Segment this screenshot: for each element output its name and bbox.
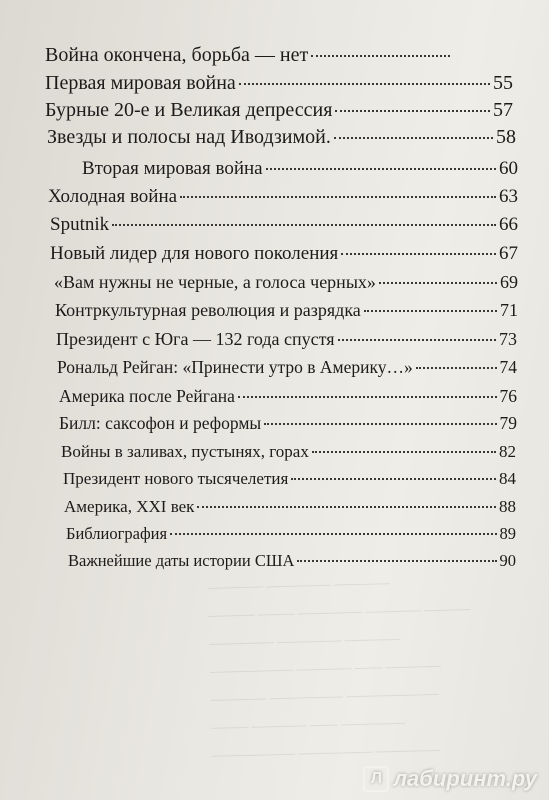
leader-dots: [238, 396, 497, 398]
toc-entry: Президент с Юга — 132 года спустя 73: [56, 329, 517, 349]
toc-entry: Война окончена, борьба — нет: [45, 44, 453, 67]
show-through-text: ────── ─────── ────── ───── ──── ─────── ────── ───── ─────── ─────── ────── ───────── ────── ─── ────── ────── ──────── ────────── ──── ────── ─── ─────── ───────── ──────── ───────: [207, 575, 471, 764]
toc-entry: «Вам нужны не черные, а голоса черных» 69: [54, 272, 518, 292]
leader-dots: [338, 339, 496, 341]
labirint-logo-icon: Л: [363, 766, 389, 792]
toc-entry: Рональд Рейган: «Принести утро в Америку…» 74: [57, 357, 517, 377]
toc-entry: Контркультурная революция и разрядка 71: [55, 300, 518, 320]
toc-entry: Америка после Рейгана 76: [59, 386, 517, 406]
toc-entry: Первая мировая война 55: [45, 72, 513, 94]
toc-entry: Бурные 20-е и Великая депрессия 57: [45, 99, 513, 121]
leader-dots: [197, 506, 496, 508]
toc-entry: Америка, XXI век 88: [64, 497, 516, 516]
leader-dots: [291, 478, 496, 480]
leader-dots: [334, 137, 493, 139]
leader-dots: [180, 196, 496, 198]
toc-entry: Важнейшие даты истории США 90: [68, 551, 516, 570]
leader-dots: [416, 367, 497, 369]
toc-entry: Sputnik 66: [50, 214, 518, 235]
leader-dots: [266, 168, 496, 170]
toc-entry: Новый лидер для нового поколения 67: [50, 243, 518, 264]
toc-entry: Билл: саксофон и реформы 79: [59, 413, 517, 433]
toc-entry: Звезды и полосы над Иводзимой. 58: [47, 126, 516, 148]
toc-entry: Президент нового тысячелетия 84: [63, 469, 516, 488]
toc-entry: Библиография 89: [66, 524, 516, 543]
leader-dots: [170, 533, 496, 535]
leader-dots: [239, 83, 490, 85]
leader-dots: [364, 310, 497, 312]
leader-dots: [112, 224, 496, 226]
labirint-watermark: [363, 766, 537, 792]
leader-dots: [341, 253, 496, 255]
toc-entry: Вторая мировая война 60: [82, 158, 518, 179]
leader-dots: [335, 110, 490, 112]
leader-dots: [311, 55, 450, 57]
leader-dots: [379, 282, 497, 284]
leader-dots: [297, 560, 496, 562]
leader-dots: [312, 451, 496, 453]
leader-dots: [264, 423, 496, 425]
watermark-text: лабиринт.ру: [393, 766, 537, 791]
toc-entry: Войны в заливах, пустынях, горах 82: [61, 442, 516, 461]
toc-entry: Холодная война 63: [48, 186, 518, 207]
